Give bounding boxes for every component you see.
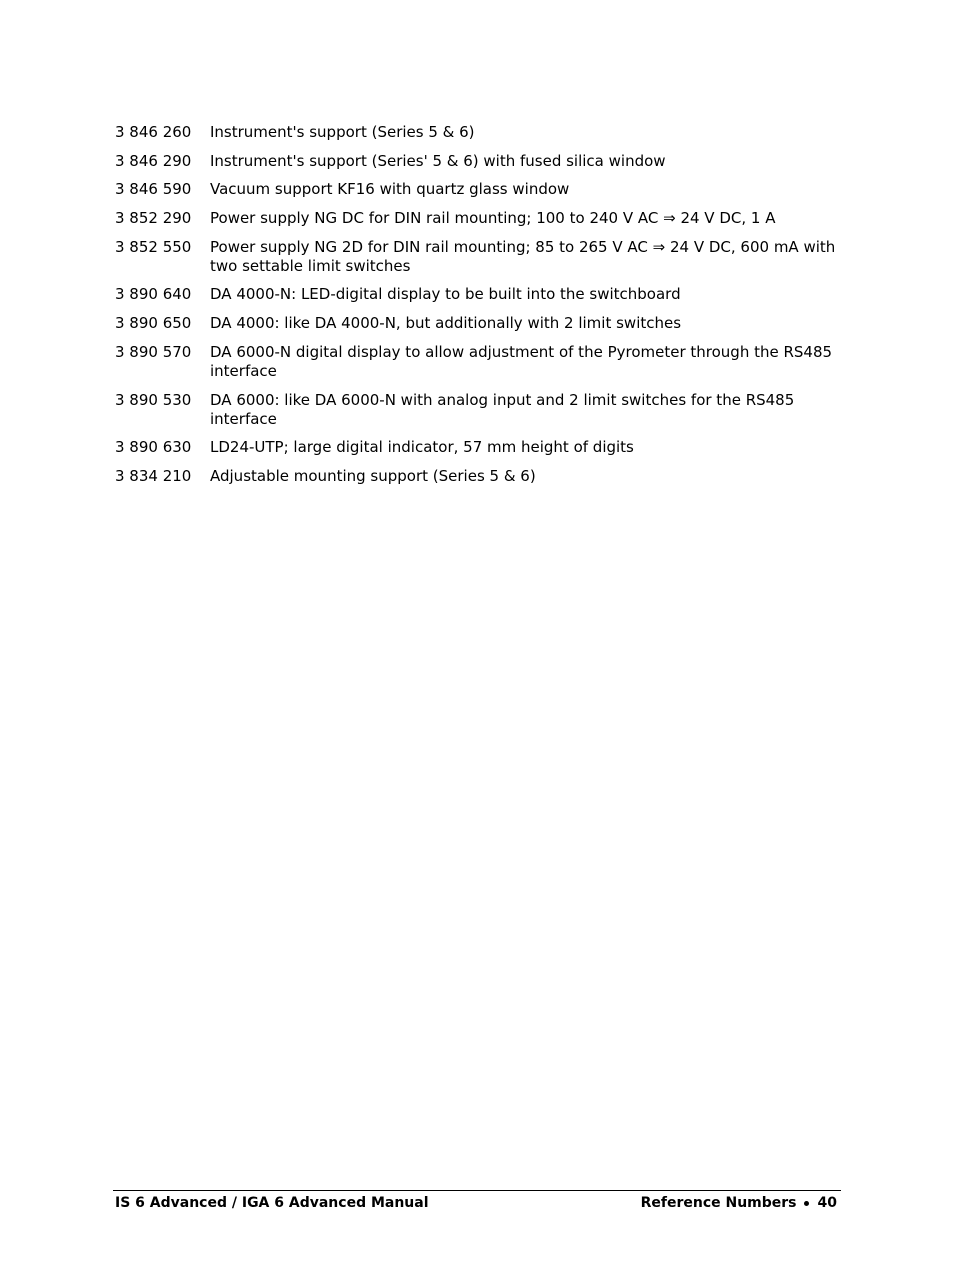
reference-number: 3 846 260 bbox=[115, 123, 192, 141]
reference-row bbox=[115, 152, 845, 171]
reference-row bbox=[115, 180, 845, 199]
footer-page-number: 40 bbox=[817, 1195, 837, 1211]
reference-description: DA 6000-N digital display to allow adjustment of the Pyrometer through the RS485 interface bbox=[210, 342, 833, 380]
reference-number: 3 852 550 bbox=[115, 237, 192, 256]
reference-row bbox=[115, 438, 845, 457]
reference-row bbox=[115, 238, 845, 276]
reference-number: 3 890 570 bbox=[115, 342, 192, 361]
reference-row bbox=[115, 467, 845, 486]
reference-row bbox=[115, 209, 845, 228]
reference-number: 3 852 290 bbox=[115, 209, 192, 228]
reference-number: 3 890 640 bbox=[115, 285, 192, 304]
footer-divider bbox=[113, 1190, 841, 1191]
reference-list bbox=[115, 123, 845, 496]
reference-number: 3 890 630 bbox=[115, 438, 192, 457]
reference-description: DA 6000: like DA 6000-N with analog input and 2 limit switches for the RS485 interface bbox=[210, 390, 795, 428]
page-footer bbox=[115, 1194, 837, 1212]
reference-row bbox=[115, 285, 845, 304]
reference-description: Instrument's support (Series' 5 & 6) with fused silica window bbox=[210, 151, 666, 170]
reference-description: DA 4000-N: LED-digital display to be built into the switchboard bbox=[210, 285, 681, 304]
footer-section-info bbox=[641, 1194, 837, 1212]
footer-section-name: Reference Numbers bbox=[640, 1195, 797, 1211]
footer-manual-title: IS 6 Advanced / IGA 6 Advanced Manual bbox=[115, 1195, 429, 1211]
reference-description: Adjustable mounting support (Series 5 & 6) bbox=[210, 466, 536, 485]
reference-number: 3 846 290 bbox=[115, 151, 192, 170]
reference-number: 3 890 650 bbox=[115, 314, 192, 333]
reference-number: 3 834 210 bbox=[115, 466, 192, 485]
reference-description: Vacuum support KF16 with quartz glass window bbox=[210, 180, 570, 199]
reference-row bbox=[115, 123, 845, 142]
reference-number: 3 890 530 bbox=[115, 390, 192, 409]
reference-number: 3 846 590 bbox=[115, 180, 192, 199]
reference-description: Power supply NG DC for DIN rail mounting; 100 to 240 V AC ⇒ 24 V DC, 1 A bbox=[210, 209, 776, 228]
reference-row bbox=[115, 391, 845, 429]
reference-row bbox=[115, 343, 845, 381]
reference-row bbox=[115, 314, 845, 333]
reference-description: Instrument's support (Series 5 & 6) bbox=[210, 123, 475, 141]
reference-description: Power supply NG 2D for DIN rail mounting; 85 to 265 V AC ⇒ 24 V DC, 600 mA with two settable limit switches bbox=[210, 237, 836, 275]
bullet-icon bbox=[804, 1201, 809, 1206]
reference-description: LD24-UTP; large digital indicator, 57 mm height of digits bbox=[210, 438, 634, 457]
reference-description: DA 4000: like DA 4000-N, but additionally with 2 limit switches bbox=[210, 314, 682, 333]
